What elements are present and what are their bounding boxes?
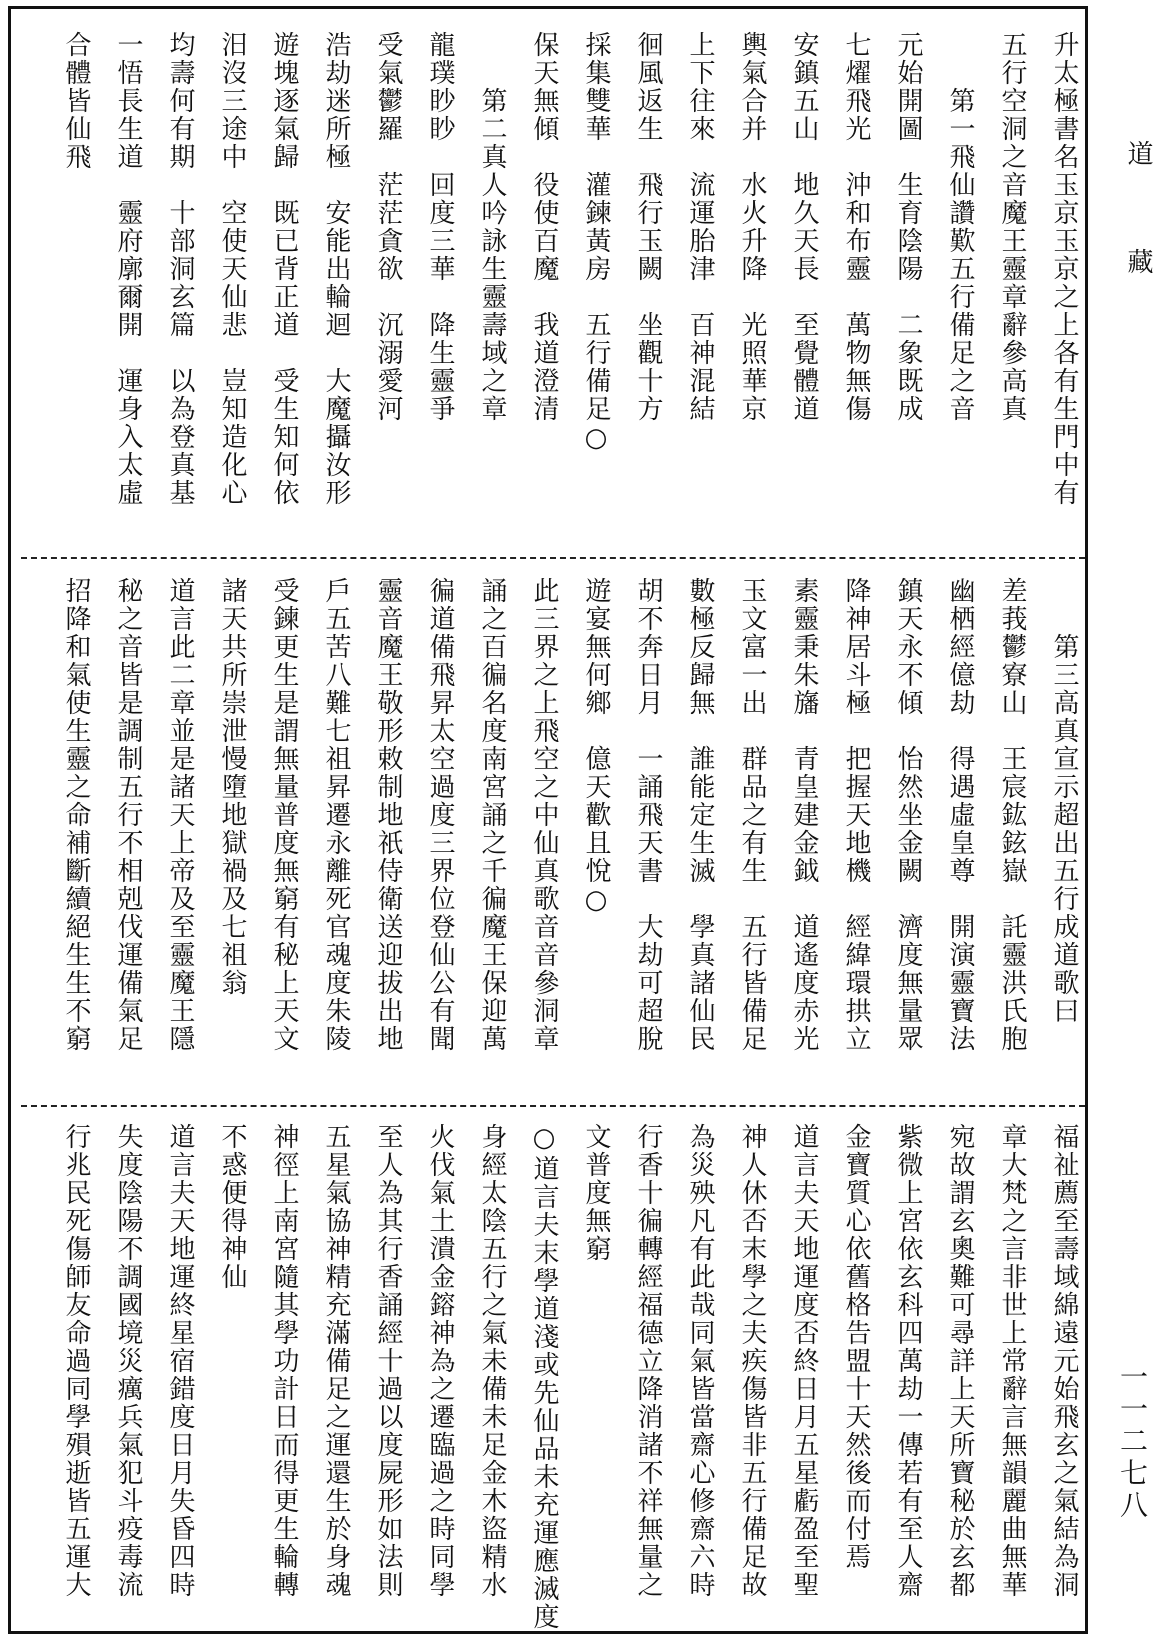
section-heading: 第二真人吟詠生靈壽域之章 (477, 31, 507, 423)
text-panel-middle (35, 577, 1079, 1097)
text-column: 為災殃凡有此哉同氣皆當齋心修齋六時 (685, 1123, 715, 1599)
text-column: 浩劫迷所極 安能出輪迴 大魔攝汝形 (321, 31, 351, 507)
text-column: 龍璞眇眇 回度三華 降生靈爭 (425, 31, 455, 423)
section-heading: 第三高真宣示超出五行成道歌曰 (1049, 577, 1079, 1025)
text-column: 保天無傾 役使百魔 我道澄清 (529, 31, 559, 423)
text-column: 五星氣協神精充滿備足之運還生於身魂 (321, 1123, 351, 1599)
text-column: 身經太陰五行之氣未備未足金木盜精水 (477, 1123, 507, 1599)
section-divider (21, 1105, 1085, 1107)
text-column: 不惑便得神仙 (217, 1123, 247, 1291)
text-column: 降神居斗極 把握天地機 經緯環拱立 (841, 577, 871, 1053)
text-column: 誦之百徧名度南宮誦之千徧魔王保迎萬 (477, 577, 507, 1053)
text-column: 招降和氣使生靈之命補斷續絕生生不窮 (61, 577, 91, 1053)
text-column: 金寶質心依舊格告盟十天然後而付焉 (841, 1123, 871, 1571)
text-panel-top (35, 31, 1079, 551)
text-column: 幽栖經億劫 得遇虛皇尊 開演靈寶法 (945, 577, 975, 1053)
text-column: 紫微上宮依玄科四萬劫一傳若有至人齋 (893, 1123, 923, 1599)
text-column: 道言此二章並是諸天上帝及至靈魔王隱 (165, 577, 195, 1053)
text-column: 受鍊更生是謂無量普度無窮有秘上天文 (269, 577, 299, 1053)
text-column: 此三界之上飛空之中仙真歌音音參洞章 (529, 577, 559, 1053)
text-column: 採集雙華 灌鍊黃房 五行備足○ (581, 31, 611, 455)
text-column: 七燿飛光 沖和布靈 萬物無傷 (841, 31, 871, 423)
text-column: 徊風返生 飛行玉闕 坐觀十方 (633, 31, 663, 423)
text-column: 上下往來 流運胎津 百神混結 (685, 31, 715, 423)
text-column: 福祉薦至壽域綿遠元始飛玄之氣結為洞 (1049, 1123, 1079, 1599)
text-column: 戶五苦八難七祖昇遷永離死官魂度朱陵 (321, 577, 351, 1053)
text-column: 升太極書名玉京玉京之上各有生門中有 (1049, 31, 1079, 507)
page-number: 一一二七八 (1116, 1362, 1149, 1522)
text-column: 至人為其行香誦經十過以度屍形如法則 (373, 1123, 403, 1599)
text-column: 均壽何有期 十部洞玄篇 以為登真基 (165, 31, 195, 507)
text-column: 鎮天永不傾 怡然坐金闕 濟度無量眾 (893, 577, 923, 1053)
text-column: 數極反歸無 誰能定生滅 學真諸仙民 (685, 577, 715, 1053)
text-column: 徧道備飛昇太空過度三界位登仙公有聞 (425, 577, 455, 1053)
text-column: 道言夫天地運終星宿錯度日月失昏四時 (165, 1123, 195, 1599)
text-column: 五行空洞之音魔王靈章辭參高真 (997, 31, 1027, 423)
text-column: 元始開圖 生育陰陽 二象既成 (893, 31, 923, 423)
text-column: 合體皆仙飛 (61, 31, 91, 171)
text-column: 受氣鬱羅 茫茫貪欲 沉溺愛河 (373, 31, 403, 423)
text-column: 輿氣合并 水火升降 光照華京 (737, 31, 767, 423)
section-heading: 第一飛仙讚歎五行備足之音 (945, 31, 975, 423)
text-column: 宛故謂玄奧難可尋詳上天所寶秘於玄都 (945, 1123, 975, 1599)
text-column: 行兆民死傷師友命過同學殞逝皆五運大 (61, 1123, 91, 1599)
text-column: ○道言夫末學道淺或先仙品未充運應滅度 (529, 1123, 559, 1631)
text-column: 一悟長生道 靈府廓爾開 運身入太虛 (113, 31, 143, 507)
text-column: 文普度無窮 (581, 1123, 611, 1263)
text-column: 火伐氣土潰金鎔神為之遷臨過之時同學 (425, 1123, 455, 1599)
text-column: 章大梵之言非世上常辭言無韻麗曲無華 (997, 1123, 1027, 1599)
text-column: 玉文富一出 群品之有生 五行皆備足 (737, 577, 767, 1053)
text-column: 失度陰陽不調國境災癘兵氣犯斗疫毒流 (113, 1123, 143, 1599)
text-panel-bottom (35, 1123, 1079, 1643)
text-column: 安鎮五山 地久天長 至覺體道 (789, 31, 819, 423)
section-divider (21, 557, 1085, 559)
text-column: 遊塊逐氣歸 既已背正道 受生知何依 (269, 31, 299, 507)
margin-label-zang: 藏 (1123, 248, 1153, 274)
text-column: 胡不奔日月 一誦飛天書 大劫可超脫 (633, 577, 663, 1053)
text-column: 遊宴無何鄉 億天歡且悅○ (581, 577, 611, 917)
text-column: 諸天共所崇泄慢墮地獄禍及七祖翁 (217, 577, 247, 997)
text-column: 神人休否末學之夫疾傷皆非五行備足故 (737, 1123, 767, 1599)
text-column: 行香十徧轉經福德立降消諸不祥無量之 (633, 1123, 663, 1599)
page-frame (8, 6, 1088, 1634)
text-column: 道言夫天地運度否終日月五星虧盈至聖 (789, 1123, 819, 1599)
text-column: 神徑上南宮隨其學功計日而得更生輪轉 (269, 1123, 299, 1599)
text-column: 靈音魔王敬形敕制地祇侍衛送迎拔出地 (373, 577, 403, 1053)
text-column: 汨沒三途中 空使天仙悲 豈知造化心 (217, 31, 247, 507)
text-column: 差莪鬱寮山 王宸鈜鉉嶽 託靈洪氏胞 (997, 577, 1027, 1053)
text-column: 素靈秉朱旛 青皇建金鉞 道遙度赤光 (789, 577, 819, 1053)
margin-label-dao: 道 (1123, 140, 1153, 166)
text-column: 秘之音皆是調制五行不相剋伐運備氣足 (113, 577, 143, 1053)
